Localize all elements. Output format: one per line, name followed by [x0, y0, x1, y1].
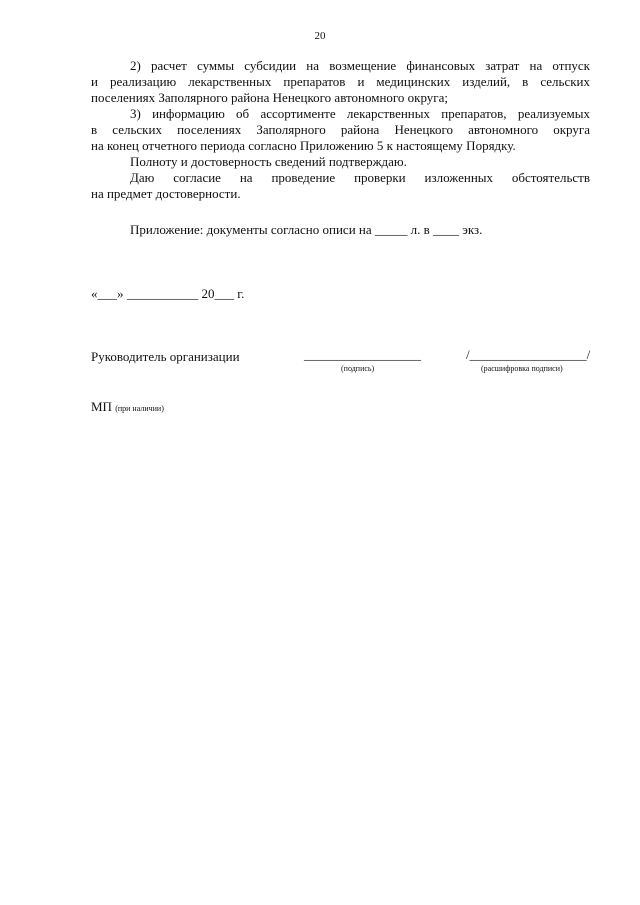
paragraph-line: 3) информацию об ассортименте лекарственных препаратов, реализуемых: [130, 106, 590, 121]
paragraph-assortment-info: [91, 106, 590, 154]
document-body: [91, 58, 590, 202]
paragraph-line: поселениях Заполярного района Ненецкого автономного округа;: [91, 90, 449, 105]
signature-caption: (подпись): [341, 364, 375, 373]
paragraph-completeness: [91, 154, 590, 170]
date-line: «___» ___________ 20___ г.: [91, 286, 245, 301]
signature-decoding-caption: (расшифровка подписи): [481, 364, 563, 373]
paragraph-subsidy-calculation: [91, 58, 590, 106]
signatory-role: Руководитель организации: [91, 349, 240, 364]
stamp-label: МП: [91, 399, 112, 414]
attachment-line: Приложение: документы согласно описи на _____ л. в ____ экз.: [130, 222, 483, 237]
paragraph-line: Полноту и достоверность сведений подтверждаю.: [130, 154, 407, 169]
paragraph-line: в сельских поселениях Заполярного района Ненецкого автономного округа: [91, 122, 590, 137]
signature-decoding-line: /__________________/: [466, 347, 591, 362]
paragraph-line: Даю согласие на проведение проверки изложенных обстоятельств: [130, 170, 590, 185]
stamp-place: [91, 399, 164, 417]
paragraph-line: и реализацию лекарственных препаратов и медицинских изделий, в сельских: [91, 74, 590, 89]
paragraph-line: на конец отчетного периода согласно Приложению 5 к настоящему Порядку.: [91, 138, 516, 153]
paragraph-line: 2) расчет суммы субсидии на возмещение финансовых затрат на отпуск: [130, 58, 590, 73]
paragraph-line: на предмет достоверности.: [91, 186, 241, 201]
page-number: 20: [314, 30, 326, 42]
paragraph-consent: [91, 170, 590, 202]
stamp-note: (при наличии): [115, 404, 164, 413]
signature-line: __________________: [304, 347, 421, 362]
